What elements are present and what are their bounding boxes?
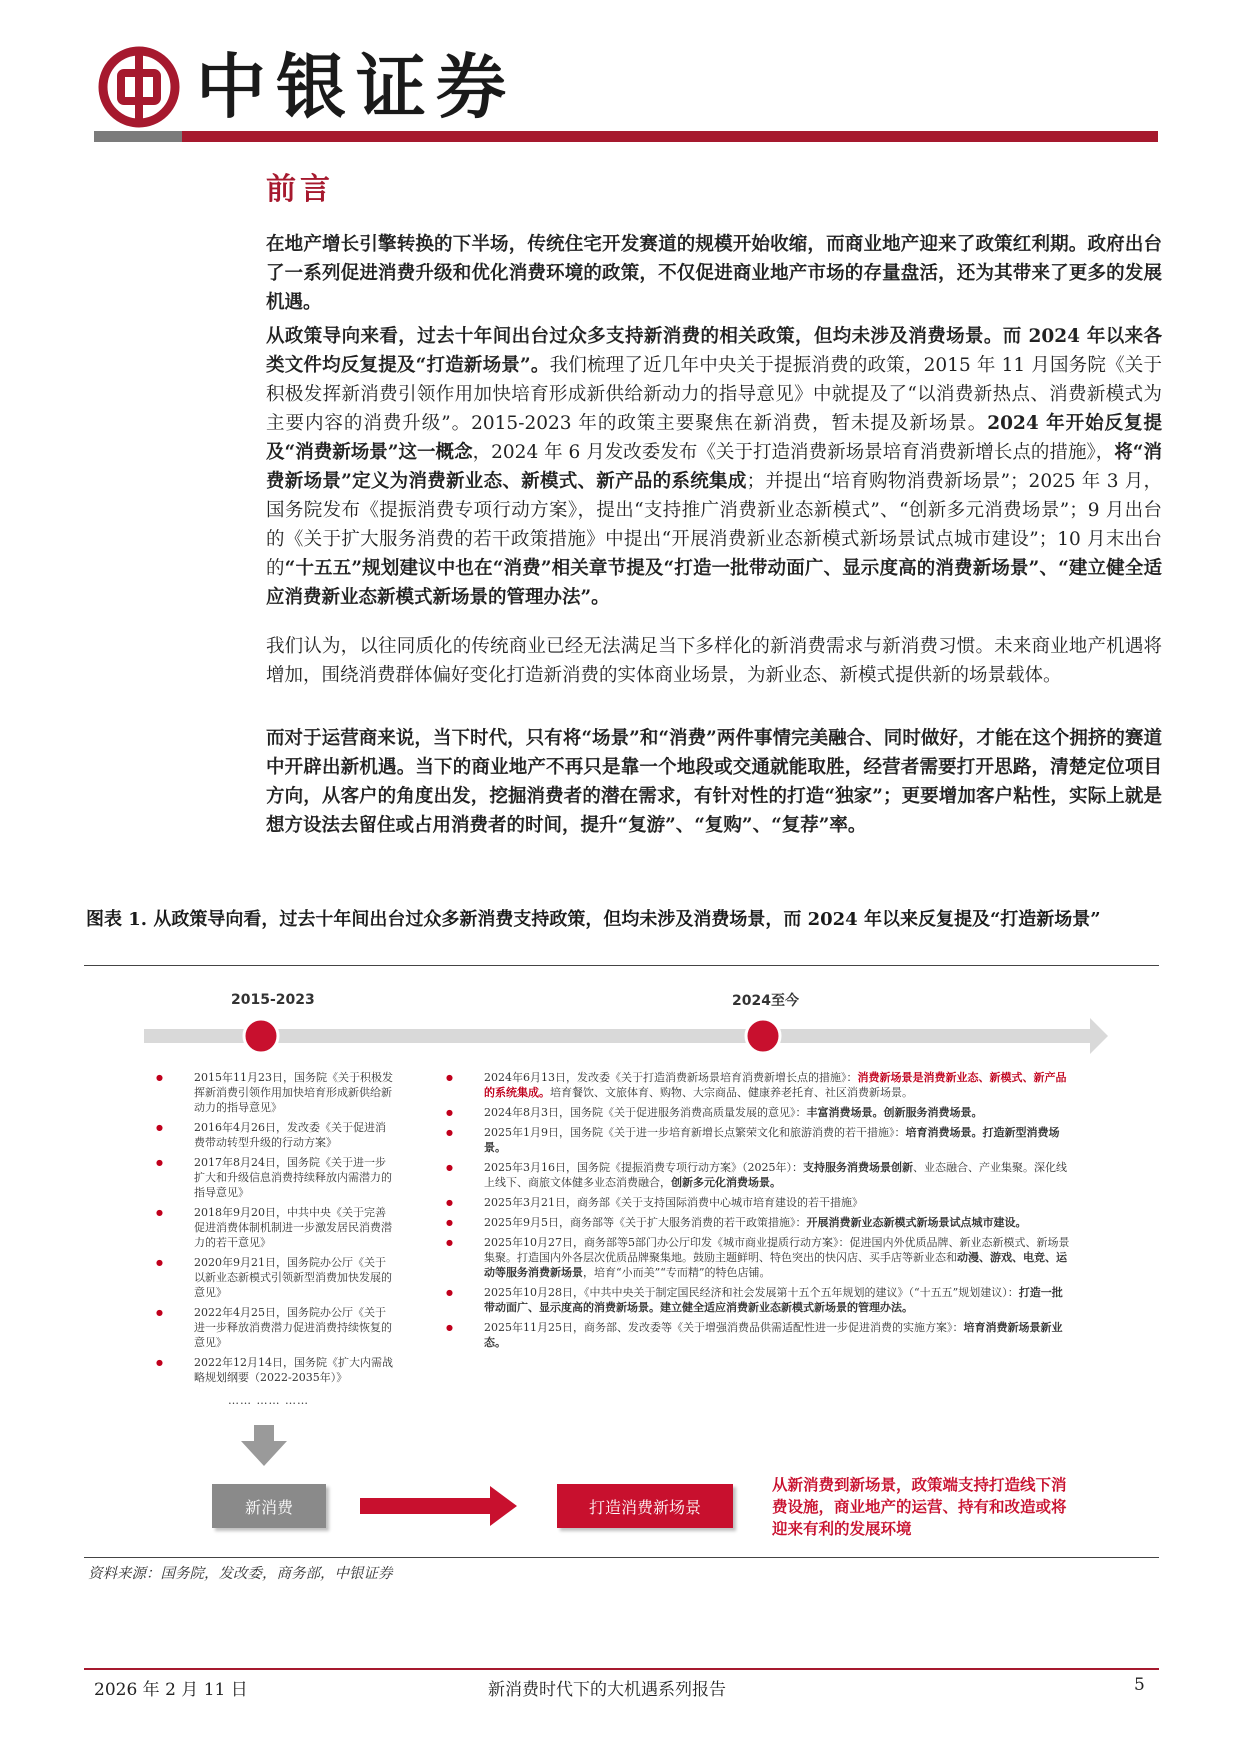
event-highlight: 消费新场景是消费新业态、新模式、新产品的系统集成。	[484, 1071, 1067, 1099]
event-right	[446, 1235, 1071, 1280]
p2-text-3: ；并提出“培育购物消费新场景”；2025 年 3 月，国务院发布《提振消费专项行动方案》，提出“支持推广消费新业态新模式”、“创新多元消费场景”；9 月出台的《关于扩大服务消费的若干政策措施》中提出“开展消费新业态新模式新场景试点城市建设”；10 月末出台的	[266, 471, 1162, 579]
p2-bold-4: “十五五”规划建议中也在“消费”相关章节提及“打造一批带动面广、显示度高的消费新场景”、“建立健全适应消费新业态新模式新场景的管理办法”。	[266, 558, 1162, 608]
event-right	[446, 1320, 1071, 1350]
figure-source: 资料来源：国务院，发改委，商务部，中银证券	[88, 1566, 393, 1582]
period-label-left: 2015-2023	[231, 992, 315, 1008]
event-bold: 打造一批带动面广、显示度高的消费新场景。建立健全适应消费新业态新模式新场景的管理办法。	[484, 1286, 1063, 1314]
event-left: ● 2020年9月21日，国务院办公厅《关于以新业态新模式引领新型消费加快发展的意见》	[156, 1255, 396, 1300]
paragraph-4: 而对于运营商来说，当下时代，只有将“场景”和“消费”两件事情完美融合、同时做好，才能在这个拥挤的赛道中开辟出新机遇。当下的商业地产不再只是靠一个地段或交通就能取胜，经营者需要打开思路，清楚定位项目方向，从客户的角度出发，挖掘消费者的潜在需求，有针对性的打造“独家”；更要增加客户粘性，实际上就是想方设法去留住或占用消费者的时间，提升“复游”、“复购”、“复荐”率。	[266, 728, 1162, 836]
section-title: 前言	[266, 172, 334, 207]
event-bold: 支持服务消费场景创新	[802, 1161, 913, 1174]
timeline-arrow	[144, 1018, 1108, 1054]
events-right-list	[446, 1070, 1071, 1355]
event-right	[446, 1285, 1071, 1315]
event-right	[446, 1160, 1071, 1190]
event-tail: ，培育“小而美”“专而精”的特色店铺。	[583, 1266, 771, 1279]
event-text: 2025年9月5日，商务部等《关于扩大服务消费的若干政策措施》：	[484, 1216, 807, 1229]
new-consumption-box: 新消费	[212, 1484, 326, 1528]
event-bold: 开展消费新业态新模式新场景试点城市建设。	[806, 1216, 1027, 1229]
period-label-right: 2024至今	[732, 993, 799, 1009]
figure-conclusion: 从新消费到新场景，政策端支持打造线下消费设施，商业地产的运营、持有和改造或将迎来有利的发展环境	[772, 1475, 1067, 1538]
event-text: 2025年10月28日，《中共中央关于制定国民经济和社会发展第十五个五年规划的建议》（“十五五”规划建议）：	[484, 1286, 1019, 1299]
event-text: 2025年3月16日，国务院《提振消费专项行动方案》（2025年）：	[484, 1161, 803, 1174]
paragraph-1: 在地产增长引擎转换的下半场，传统住宅开发赛道的规模开始收缩，而商业地产迎来了政策红利期。政府出台了一系列促进消费升级和优化消费环境的政策，不仅促进商业地产市场的存量盘活，还为其带来了更多的发展机遇。	[266, 234, 1162, 313]
footer-report-title: 新消费时代下的大机遇系列报告	[488, 1680, 726, 1700]
p2-text-2: ，2024 年 6 月发改委发布《关于打造消费新场景培育消费新增长点的措施》，	[472, 442, 1115, 463]
event-bold: 丰富消费场景。创新服务消费场景。	[806, 1106, 983, 1119]
figure-title: 图表 1. 从政策导向看，过去十年间出台过众多新消费支持政策，但均未涉及消费场景，而 2024 年以来反复提及“打造新场景”	[86, 909, 1101, 930]
event-tail: 培育餐饮、文旅体育、购物、大宗商品、健康养老托育、社区消费新场景。	[550, 1086, 913, 1099]
event-bold: 动漫、游戏、电竞、运动等服务消费新场景	[484, 1251, 1067, 1279]
event-right	[446, 1125, 1071, 1155]
p2-bold-3: 将“消费新场景”定义为消费新业态、新模式、新产品的系统集成	[266, 442, 1162, 492]
p2-bold-1: 从政策导向来看，过去十年间出台过众多支持新消费的相关政策，但均未涉及消费场景。而 2024 年以来各类文件均反复提及“打造新场景”。	[266, 326, 1162, 376]
milestone-dot-right	[746, 1019, 780, 1053]
more-ellipsis: …… …… ……	[228, 1394, 309, 1407]
p2-bold-2: 2024 年开始反复提及“消费新场景”这一概念	[266, 413, 1162, 463]
event-right	[446, 1195, 1071, 1210]
event-right	[446, 1105, 1071, 1120]
right-arrow	[360, 1486, 517, 1526]
page-number: 5	[1134, 1675, 1145, 1695]
event-left: ● 2016年4月26日，发改委《关于促进消费带动转型升级的行动方案》	[156, 1120, 396, 1150]
brand-name: 中银证券	[196, 46, 516, 128]
new-scenario-box: 打造消费新场景	[557, 1484, 733, 1528]
p2-text-1: 我们梳理了近几年中央关于提振消费的政策，2015 年 11 月国务院《关于积极发挥新消费引领作用加快培育形成新供给新动力的指导意见》中就提及了“以消费新热点、消费新模式为主要内容的消费升级”。2015-2023 年的政策主要聚焦在新消费，暂未提及新场景。	[266, 355, 1162, 434]
paragraph-3: 我们认为，以往同质化的传统商业已经无法满足当下多样化的新消费需求与新消费习惯。未来商业地产机遇将增加，围绕消费群体偏好变化打造新消费的实体商业场景，为新业态、新模式提供新的场景载体。	[266, 636, 1162, 686]
event-left: ● 2018年9月20日，中共中央《关于完善促进消费体制机制进一步激发居民消费潜力的若干意见》	[156, 1205, 396, 1250]
event-text: 2024年8月3日，国务院《关于促进服务消费高质量发展的意见》：	[484, 1106, 807, 1119]
event-bold: 培育消费新场景新业态。	[484, 1321, 1063, 1349]
event-bold: 创新多元化消费场景。	[671, 1176, 781, 1189]
milestone-dot-left	[244, 1019, 278, 1053]
event-text: 2025年11月25日，商务部、发改委等《关于增强消费品供需适配性进一步促进消费的实施方案》：	[484, 1321, 964, 1334]
event-tail: 、业态融合、产业集聚。深化线上线下、商旅文体健多业态消费融合，	[484, 1161, 1067, 1189]
event-text: 2025年3月21日，商务部《关于支持国际消费中心城市培育建设的若干措施》	[484, 1196, 863, 1209]
event-left: ● 2022年12月14日，国务院《扩大内需战略规划纲要（2022-2035年）》	[156, 1355, 396, 1385]
event-text: 2025年10月27日，商务部等5部门办公厅印发《城市商业提质行动方案》：促进国内外优质品牌、新业态新模式、新场景集聚。打造国内外各层次优质品牌聚集地。鼓励主题鲜明、特色突出的快闪店、买手店等新业态和	[484, 1236, 1070, 1264]
figure-rule-bottom	[84, 1557, 1159, 1558]
event-text: 2024年6月13日，发改委《关于打造消费新场景培育消费新增长点的措施》：	[484, 1071, 858, 1084]
event-right	[446, 1070, 1071, 1100]
down-arrow	[241, 1425, 287, 1466]
event-left: ● 2017年8月24日，国务院《关于进一步扩大和升级信息消费持续释放内需潜力的指导意见》	[156, 1155, 396, 1200]
event-text: 2025年1月9日，国务院《关于进一步培育新增长点繁荣文化和旅游消费的若干措施》：	[484, 1126, 906, 1139]
events-left-list	[156, 1070, 396, 1390]
event-left: ● 2015年11月23日，国务院《关于积极发挥新消费引领作用加快培育形成新供给新动力的指导意见》	[156, 1070, 396, 1115]
event-right	[446, 1215, 1071, 1230]
event-left: ● 2022年4月25日，国务院办公厅《关于进一步释放消费潜力促进消费持续恢复的意见》	[156, 1305, 396, 1350]
footer-rule	[84, 1668, 1159, 1670]
footer-date: 2026 年 2 月 11 日	[94, 1680, 248, 1700]
event-bold: 培育消费场景。打造新型消费场景。	[484, 1126, 1060, 1154]
